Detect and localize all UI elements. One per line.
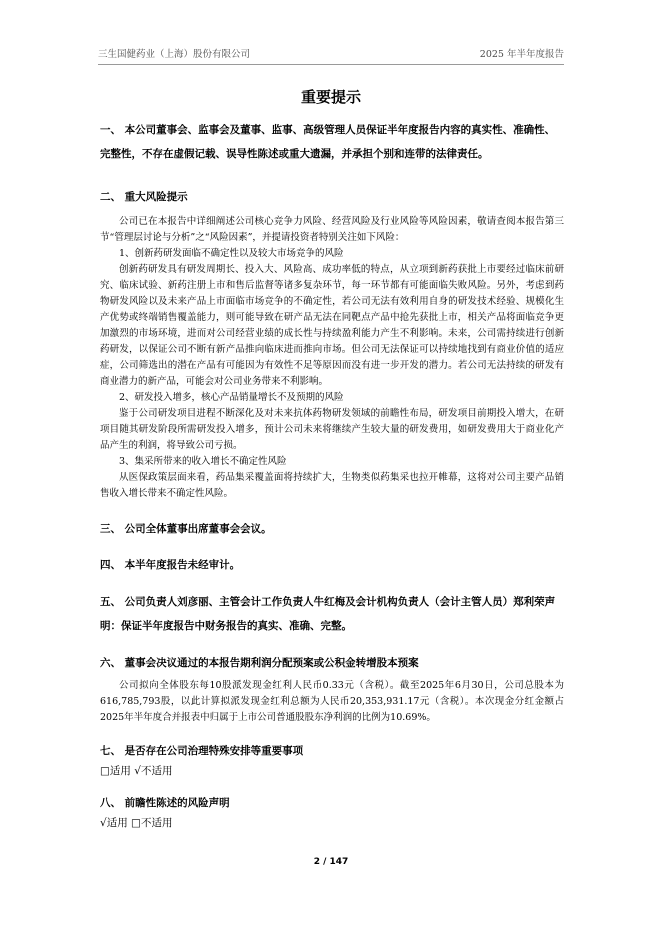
section-7-heading: 七、 是否存在公司治理特殊安排等重要事项 xyxy=(100,745,304,757)
section-2-heading: 二、 重大风险提示 xyxy=(100,191,188,203)
risk-2-body: 鉴于公司研发项目进程不断深化及对未来抗体药物研发领域的前瞻性布局，研发项目前期投入增大，在研项目随其研发阶段所需研发投入增多，预计公司未来将继续产生较大量的研发费用，如研发费用大于商业化产品产生的利润，将导致公司亏损。 xyxy=(100,408,564,451)
header-divider xyxy=(98,64,564,65)
risk-2-title: 2、研发投入增多，核心产品销量增长不及预期的风险 xyxy=(119,392,344,403)
section-5-statement: 五、 公司负责人刘彦丽、主管会计工作负责人牛红梅及会计机构负责人（会计主管人员）郑利荣声明：保证半年度报告中财务报告的真实、准确、完整。 xyxy=(100,596,556,632)
section-6-heading: 六、 董事会决议通过的本报告期利润分配预案或公积金转增股本预案 xyxy=(100,657,419,669)
section-1-statement: 一、 本公司董事会、监事会及董事、监事、高级管理人员保证半年度报告内容的真实性、准确性、完整性，不存在虚假记载、误导性陈述或重大遗漏，并承担个别和连带的法律责任。 xyxy=(100,124,556,160)
section-6-body: 公司拟向全体股东每10股派发现金红利人民币0.33元（含税）。截至2025年6月30日，公司总股本为616,785,793股，以此计算拟派发现金红利总额为人民币20,353,931.17元（含税）。本次现金分红金额占2025年半年度合并报表中归属于上市公司普通股股东净利润的比例为10.69%。 xyxy=(100,680,564,723)
page-header xyxy=(98,46,564,62)
risk-3-body: 从医保政策层面来看，药品集采覆盖面将持续扩大，生物类似药集采也拉开帷幕，这将对公司主要产品销售收入增长带来不确定性风险。 xyxy=(100,472,564,499)
section-2-intro: 公司已在本报告中详细阐述公司核心竞争力风险、经营风险及行业风险等风险因素，敬请查阅本报告第三节“管理层讨论与分析”之“风险因素”，并提请投资者特别关注如下风险： xyxy=(100,216,564,243)
header-report-name: 2025 年半年度报告 xyxy=(479,49,564,60)
section-8-heading: 八、 前瞻性陈述的风险声明 xyxy=(100,797,230,809)
section-8-options: √适用 □不适用 xyxy=(100,817,173,829)
page-number: 2 / 147 xyxy=(313,857,349,867)
risk-1-title: 1、创新药研发面临不确定性以及较大市场竞争的风险 xyxy=(119,248,344,259)
page-title: 重要提示 xyxy=(300,88,361,106)
risk-3-title: 3、集采所带来的收入增长不确定性风险 xyxy=(119,456,287,467)
section-7-options: □适用 √不适用 xyxy=(100,765,173,777)
section-4-statement: 四、 本半年度报告未经审计。 xyxy=(100,559,241,571)
header-company-name: 三生国健药业（上海）股份有限公司 xyxy=(98,49,251,60)
section-3-statement: 三、 公司全体董事出席董事会会议。 xyxy=(100,523,272,535)
risk-1-body: 创新药研发具有研发周期长、投入大、风险高、成功率低的特点，从立项到新药获批上市要经过临床前研究、临床试验、新药注册上市和售后监督等诸多复杂环节，每一环节都有可能面临失败风险。另外，考虑到药物研发风险以及未来产品上市面临市场竞争的不确定性，若公司无法有效利用自身的研发技术经验、规模化生产优势或终端销售覆盖能力，则可能导致在研产品无法在同靶点产品中抢先获批上市，相关产品将面临竞争更加激烈的市场环境，进而对公司经营业绩的成长性与持续盈利能力产生不利影响。未来，公司需持续进行创新药研发，以保证公司不断有新产品推向临床进而推向市场。但公司无法保证可以持续地找到有商业价值的适应症，公司筛选出的潜在产品有可能因为有效性不足等原因而没有进一步开发的潜力。若公司无法持续的研发有商业潜力的新产品，可能会对公司业务带来不利影响。 xyxy=(100,264,564,387)
main-content xyxy=(100,118,564,832)
